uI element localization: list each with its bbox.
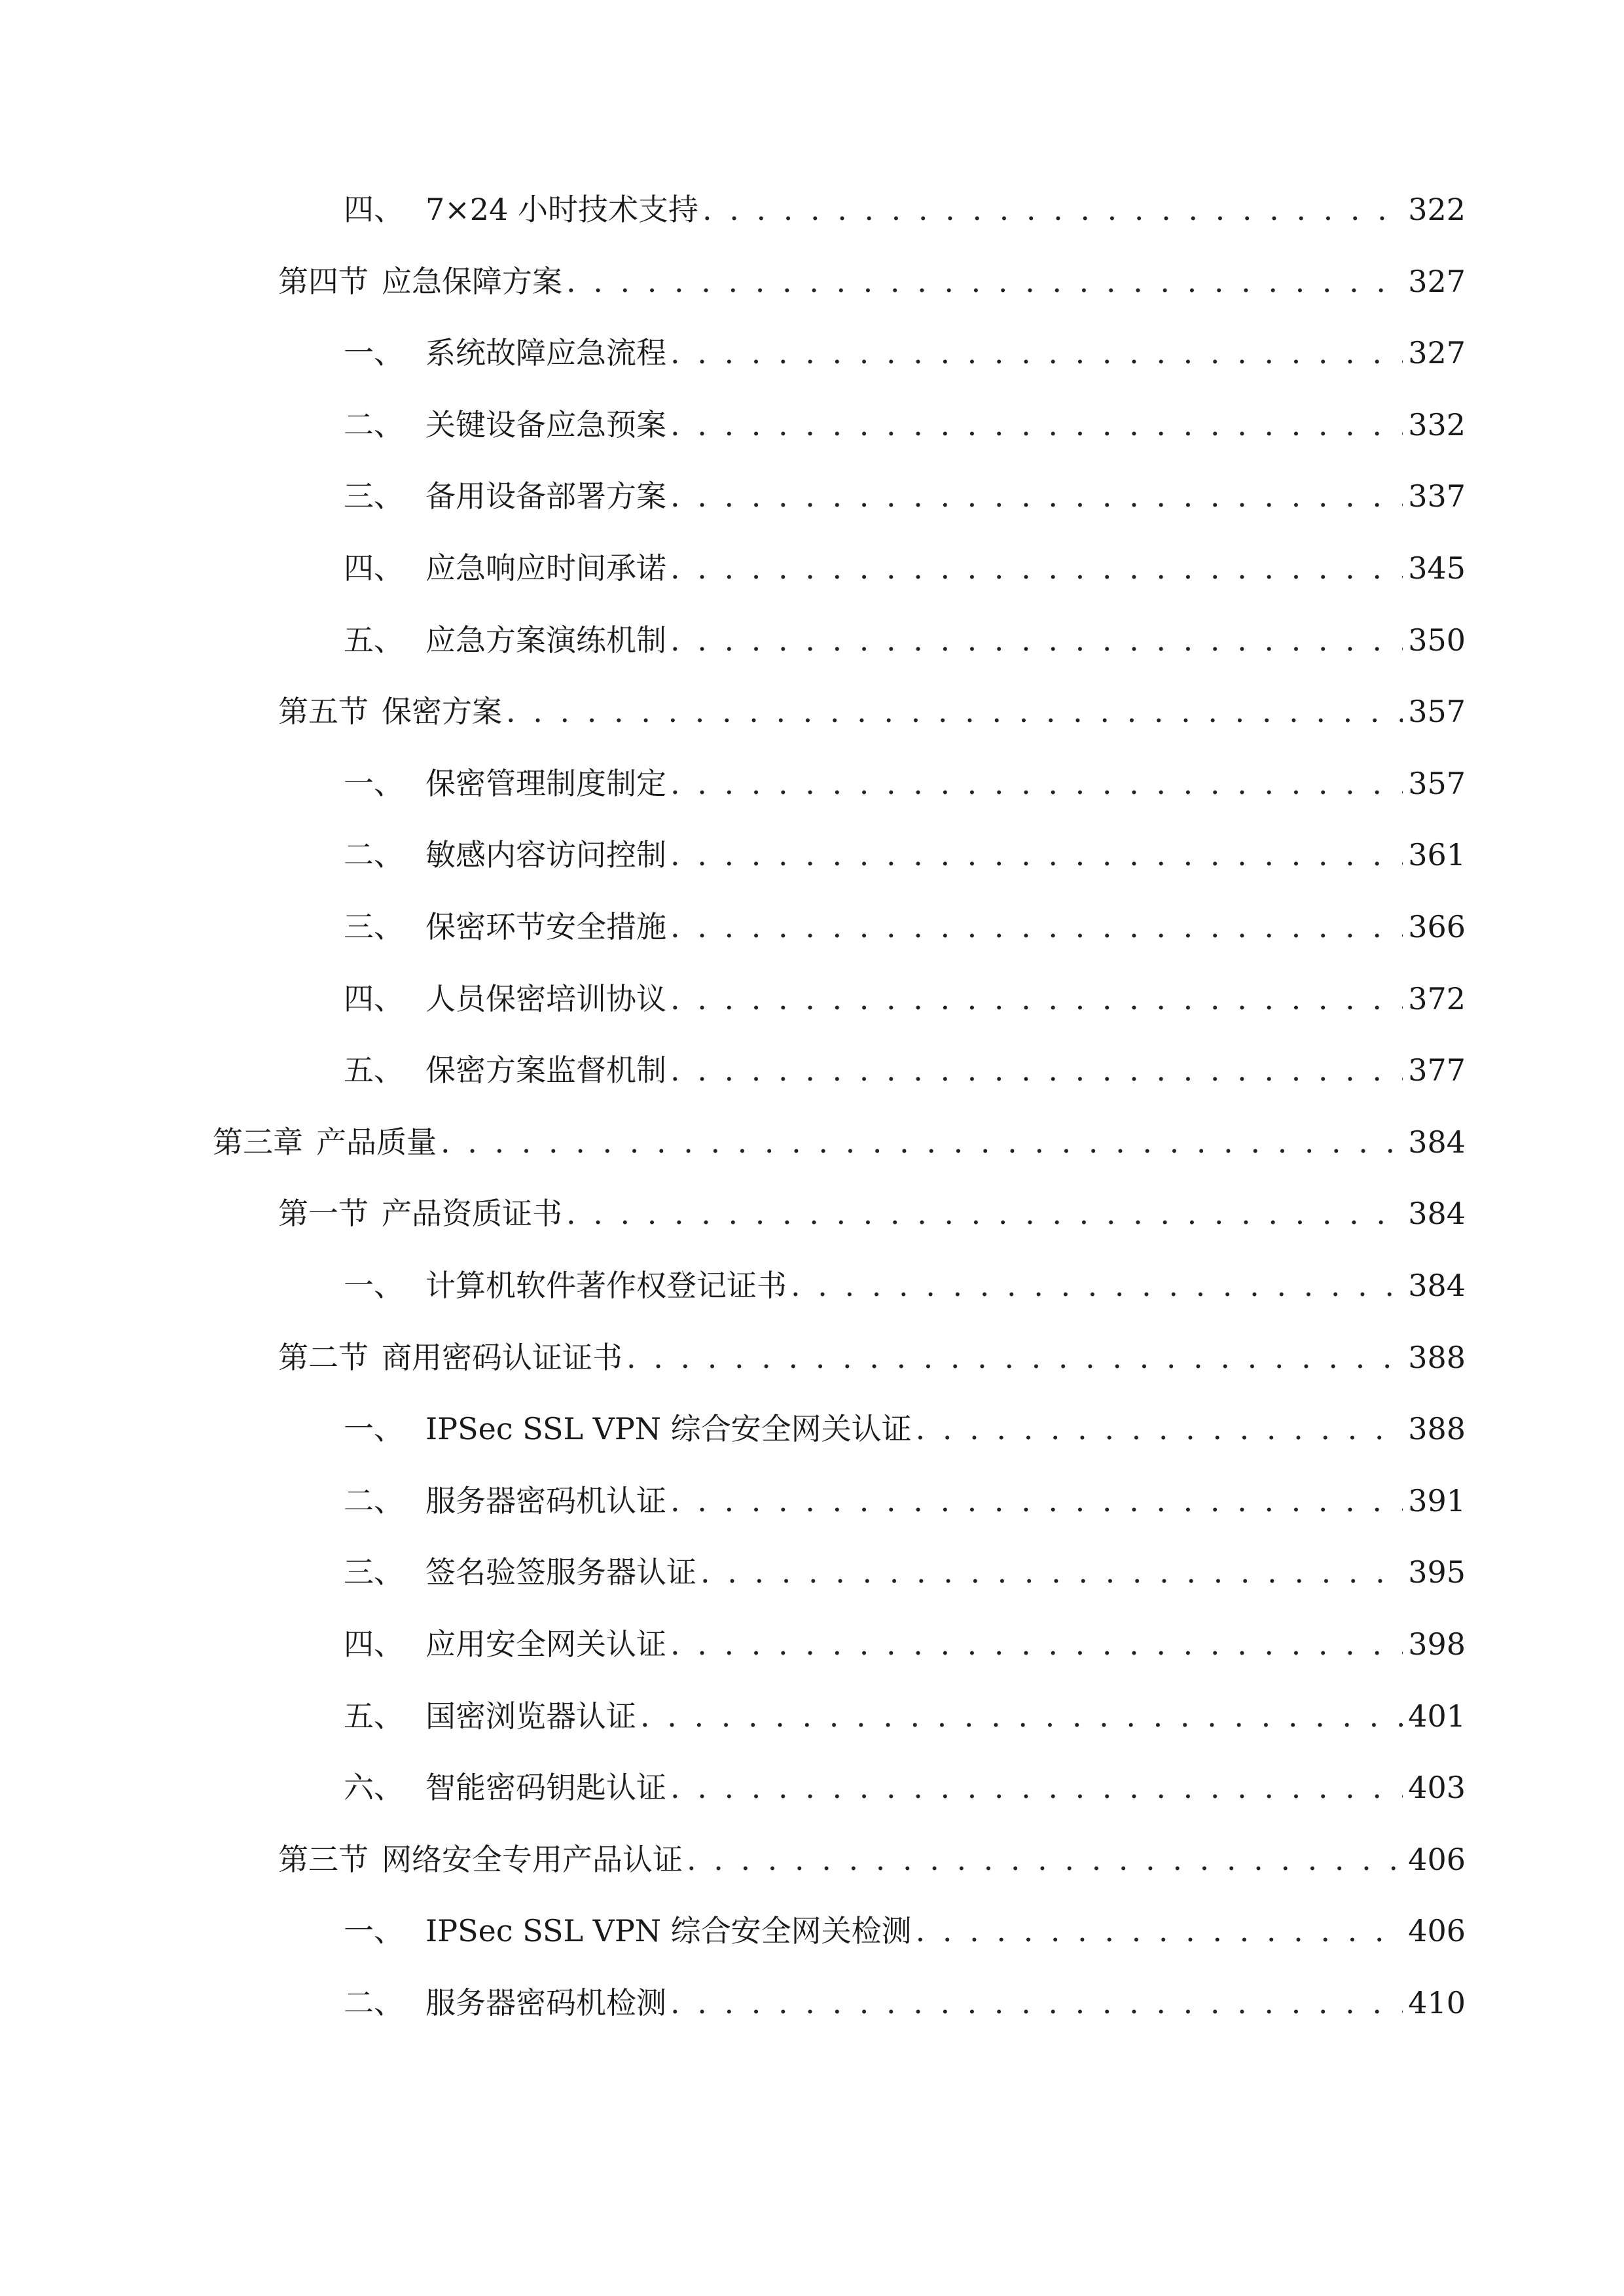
toc-page-number: 410 [1408,1985,1466,2020]
toc-entry-title: 系统故障应急流程 [425,335,666,370]
toc-page-number: 322 [1408,192,1466,227]
toc-entry[interactable] [344,829,1466,874]
toc-entry-title: 备用设备部署方案 [425,478,666,514]
toc-page-number: 388 [1408,1411,1466,1446]
toc-entry[interactable] [344,1475,1466,1520]
toc-page-number: 403 [1408,1770,1466,1805]
toc-page-number: 366 [1408,909,1466,944]
toc-entry-title: 签名验签服务器认证 [425,1554,696,1590]
toc-entry-title: 保密方案监督机制 [425,1052,666,1088]
toc-page-number: 357 [1408,694,1466,729]
toc-dot-leader [670,1983,1403,2022]
toc-entry-title: 服务器密码机认证 [425,1483,666,1518]
toc-entry-title: 国密浏览器认证 [425,1698,636,1734]
toc-entry-number: 二、 [344,1483,404,1518]
toc-entry[interactable] [278,1187,1466,1233]
toc-page-number: 384 [1408,1268,1466,1303]
toc-entry-number: 二、 [344,1985,404,2020]
toc-page-number: 361 [1408,837,1466,872]
toc-entry[interactable] [344,1403,1466,1448]
toc-entry-title: 智能密码钥匙认证 [425,1770,666,1805]
toc-dot-leader [566,1194,1403,1233]
toc-entry[interactable] [278,1833,1466,1879]
toc-section-label: 第一节 [278,1196,369,1231]
toc-dot-leader [702,190,1403,229]
toc-entry[interactable] [278,1331,1466,1377]
toc-entry-title: 保密方案 [382,694,502,729]
toc-entry-title: 网络安全专用产品认证 [382,1842,683,1877]
toc-dot-leader [670,405,1403,444]
toc-page-number: 406 [1408,1913,1466,1948]
toc-dot-leader [441,1122,1403,1162]
toc-dot-leader [670,620,1403,660]
toc-page-number: 398 [1408,1626,1466,1662]
toc-section-label: 第三节 [278,1842,369,1877]
toc-page-number: 372 [1408,981,1466,1016]
toc-dot-leader [670,333,1403,372]
toc-dot-leader [670,835,1403,874]
toc-page-number: 388 [1408,1340,1466,1375]
toc-entry-title: 应急保障方案 [382,264,562,299]
toc-page-number: 384 [1408,1124,1466,1160]
toc-entry-number: 一、 [344,766,404,801]
toc-dot-leader [700,1552,1403,1592]
toc-dot-leader [670,907,1403,946]
toc-dot-leader [670,764,1403,803]
toc-page-number: 395 [1408,1554,1466,1590]
toc-page-number: 327 [1408,335,1466,370]
toc-entry-title: 商用密码认证证书 [382,1340,623,1375]
toc-entry-number: 五、 [344,1698,404,1734]
toc-entry-number: 三、 [344,478,404,514]
toc-dot-leader [916,1911,1403,1950]
toc-entry[interactable] [213,1116,1466,1162]
toc-entry-title: 计算机软件著作权登记证书 [425,1268,787,1303]
toc-dot-leader [791,1266,1403,1305]
toc-entry-number: 一、 [344,1913,404,1948]
toc-entry[interactable] [344,1905,1466,1950]
toc-page-number: 377 [1408,1052,1466,1088]
toc-entry-number: 四、 [344,1626,404,1662]
toc-entry-title: 关键设备应急预案 [425,407,666,442]
toc-entry-number: 五、 [344,622,404,658]
toc-entry[interactable] [344,399,1466,444]
toc-page-number: 345 [1408,550,1466,586]
toc-entry-title: IPSec SSL VPN 综合安全网关检测 [425,1913,912,1948]
toc-page-number: 350 [1408,622,1466,658]
toc-entry-number: 四、 [344,981,404,1016]
toc-chapter-label: 第三章 [213,1124,303,1160]
toc-entry[interactable] [344,327,1466,372]
toc-entry[interactable] [344,757,1466,803]
toc-entry-title: 敏感内容访问控制 [425,837,666,872]
toc-entry[interactable] [344,1618,1466,1664]
toc-entry[interactable] [278,685,1466,731]
toc-entry-title: 产品资质证书 [382,1196,562,1231]
toc-entry[interactable] [344,183,1466,229]
toc-page-number: 327 [1408,264,1466,299]
toc-dot-leader [670,1624,1403,1664]
toc-entry-title: IPSec SSL VPN 综合安全网关认证 [425,1411,912,1446]
toc-entry-number: 四、 [344,550,404,586]
toc-entry-number: 六、 [344,1770,404,1805]
toc-dot-leader [670,1050,1403,1090]
toc-entry[interactable] [344,901,1466,946]
toc-page-number: 357 [1408,766,1466,801]
toc-dot-leader [687,1840,1403,1879]
toc-dot-leader [670,1481,1403,1520]
toc-entry[interactable] [344,1761,1466,1807]
toc-section-label: 第二节 [278,1340,369,1375]
toc-entry-number: 二、 [344,407,404,442]
toc-dot-leader [640,1696,1403,1736]
toc-page-number: 401 [1408,1698,1466,1734]
toc-entry-number: 五、 [344,1052,404,1088]
toc-entry-number: 一、 [344,1268,404,1303]
toc-entry-number: 三、 [344,1554,404,1590]
toc-entry[interactable] [344,614,1466,660]
toc-entry-number: 三、 [344,909,404,944]
toc-entry[interactable] [344,1259,1466,1305]
toc-dot-leader [670,1768,1403,1807]
toc-dot-leader [916,1409,1403,1448]
toc-entry[interactable] [344,1044,1466,1090]
toc-entry-title: 人员保密培训协议 [425,981,666,1016]
toc-page-number: 384 [1408,1196,1466,1231]
toc-entry[interactable] [344,1690,1466,1736]
toc-dot-leader [670,548,1403,588]
toc-entry-number: 一、 [344,1411,404,1446]
toc-entry[interactable] [344,1546,1466,1592]
toc-entry-number: 二、 [344,837,404,872]
toc-entry-title: 应急响应时间承诺 [425,550,666,586]
toc-entry-number: 四、 [344,192,404,227]
toc-entry-title: 应急方案演练机制 [425,622,666,658]
toc-section-label: 第四节 [278,264,369,299]
toc-dot-leader [506,692,1403,731]
toc-entry-title: 7×24 小时技术支持 [425,192,698,227]
toc-entry-title: 保密环节安全措施 [425,909,666,944]
toc-entry-title: 服务器密码机检测 [425,1985,666,2020]
toc-entry-title: 产品质量 [316,1124,437,1160]
toc-page-number: 406 [1408,1842,1466,1877]
toc-entry-title: 保密管理制度制定 [425,766,666,801]
toc-dot-leader [566,262,1403,301]
toc-page-number: 332 [1408,407,1466,442]
toc-entry[interactable] [344,973,1466,1018]
toc-entry[interactable] [344,470,1466,516]
toc-entry[interactable] [344,1977,1466,2022]
toc-entry-title: 应用安全网关认证 [425,1626,666,1662]
toc-entry-number: 一、 [344,335,404,370]
toc-dot-leader [670,979,1403,1018]
toc-section-label: 第五节 [278,694,369,729]
toc-dot-leader [670,476,1403,516]
toc-page-number: 337 [1408,478,1466,514]
toc-page-number: 391 [1408,1483,1466,1518]
toc-dot-leader [626,1338,1403,1377]
toc-entry[interactable] [344,542,1466,588]
toc-entry[interactable] [278,255,1466,301]
